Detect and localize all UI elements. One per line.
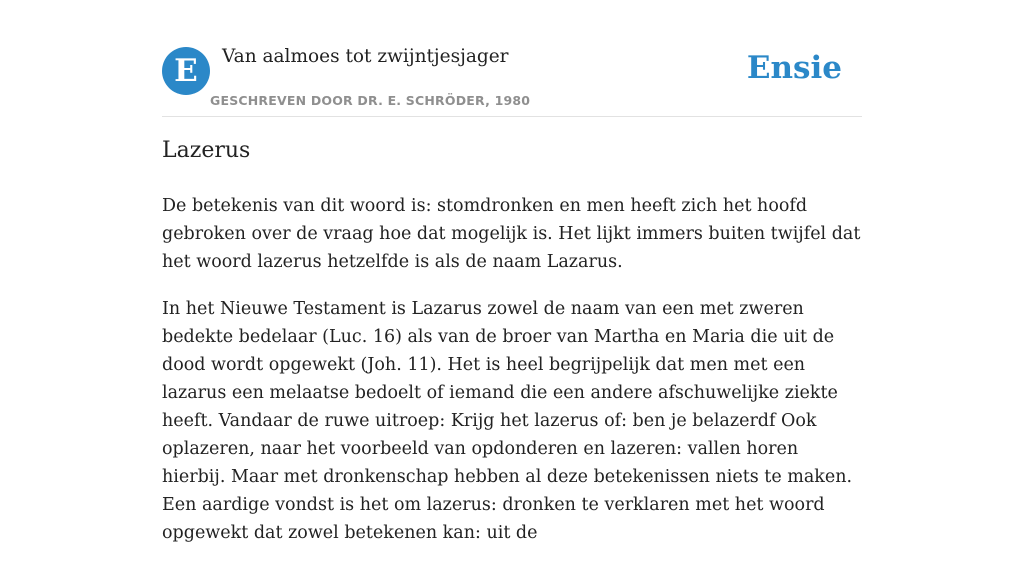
- book-title[interactable]: Van aalmoes tot zwijntjesjager: [222, 46, 509, 67]
- header: [162, 44, 862, 117]
- author-byline: GESCHREVEN DOOR DR. E. SCHRÖDER, 1980: [210, 93, 531, 108]
- brand-logo[interactable]: Ensie: [746, 50, 842, 86]
- entry-paragraph: In het Nieuwe Testament is Lazarus zowel de naam van een met zweren bedekte bedelaar (Luc. 16) als van de broer van Martha en Maria die uit de dood wordt opgewekt (Joh. 11). Het is heel begrijpelijk dat men met een lazarus een melaatse bedoelt of iemand die een andere afschuwelijke ziekte heeft. Vandaar de ruwe uitroep: Krijg het lazerus of: ben je belazerdf Ook oplazeren, naar het voorbeeld van opdonderen en lazeren: vallen horen hierbij. Maar met dronkenschap hebben al deze betekenissen niets te maken. Een aardige vondst is het om lazerus: dronken te verklaren met het woord opgewekt dat zowel betekenen kan: uit de: [162, 299, 853, 543]
- entry-paragraph: De betekenis van dit woord is: stomdronken en men heeft zich het hoofd gebroken over de vraag hoe dat mogelijk is. Het lijkt immers buiten twijfel dat het woord lazerus hetzelfde is als de naam Lazarus.: [162, 196, 861, 272]
- ensie-logo-icon[interactable]: E: [162, 47, 210, 95]
- entry-title: Lazerus: [162, 138, 251, 163]
- entry-content: [162, 192, 862, 566]
